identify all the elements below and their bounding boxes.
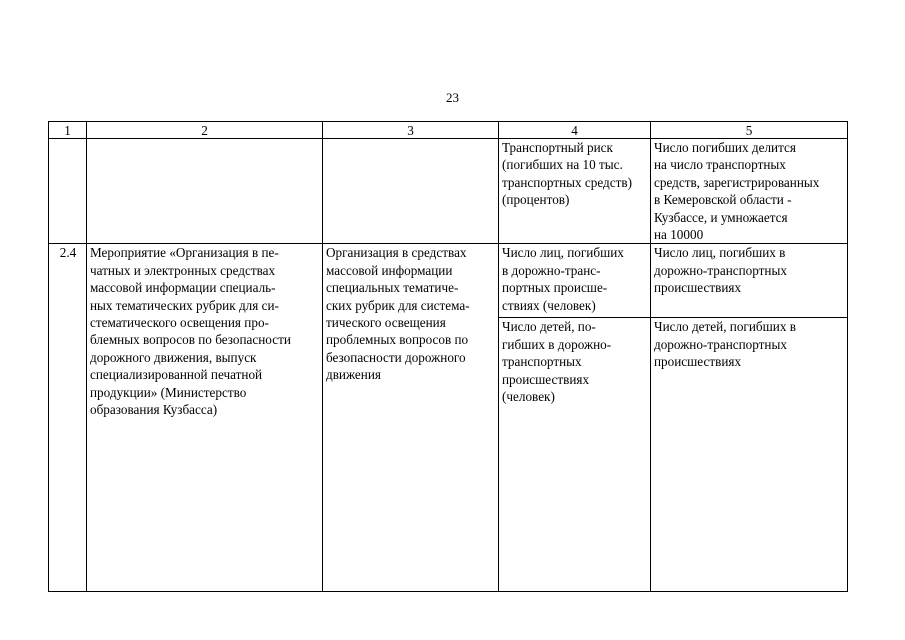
row1-number-cell: [49, 139, 87, 244]
row2-content-cell: Организация в средствах массовой информации специальных тематиче- ских рубрик для система- тического освещения проблемных вопросов по безопасности дорожного движения: [323, 244, 499, 592]
row2-measure-cell: Мероприятие «Организация в пе- чатных и электронных средствах массовой информации специаль- ных тематических рубрик для си- стематического освещения про- блемных вопросов по безопасности дорожного движения, выпуск специализированной печатной продукции» (Министерство образования Кузбасса): [87, 244, 323, 592]
measures-table: [48, 121, 848, 592]
row3-method-cell: Число детей, погибших в дорожно-транспортных происшествиях: [651, 318, 848, 592]
column-number-3: 3: [323, 122, 499, 139]
table-row: [49, 139, 848, 244]
row1-measure-cell: [87, 139, 323, 244]
column-number-5: 5: [651, 122, 848, 139]
row1-method-cell: Число погибших делится на число транспортных средств, зарегистрированных в Кемеровской области - Кузбассе, и умножается на 10000: [651, 139, 848, 244]
page-number: 23: [446, 90, 459, 105]
row1-content-cell: [323, 139, 499, 244]
column-number-1: 1: [49, 122, 87, 139]
row2-method-cell: Число лиц, погибших в дорожно-транспортных происшествиях: [651, 244, 848, 318]
row3-indicator-cell: Число детей, по- гибших в дорожно- транспортных происшествиях (человек): [499, 318, 651, 592]
table-header-row: [49, 122, 848, 139]
row2-indicator-cell: Число лиц, погибших в дорожно-транс- портных происше- ствиях (человек): [499, 244, 651, 318]
row1-indicator-cell: Транспортный риск (погибших на 10 тыс. транспортных средств) (процентов): [499, 139, 651, 244]
row2-number-cell: 2.4: [49, 244, 87, 592]
table-row: [49, 244, 848, 318]
column-number-4: 4: [499, 122, 651, 139]
column-number-2: 2: [87, 122, 323, 139]
